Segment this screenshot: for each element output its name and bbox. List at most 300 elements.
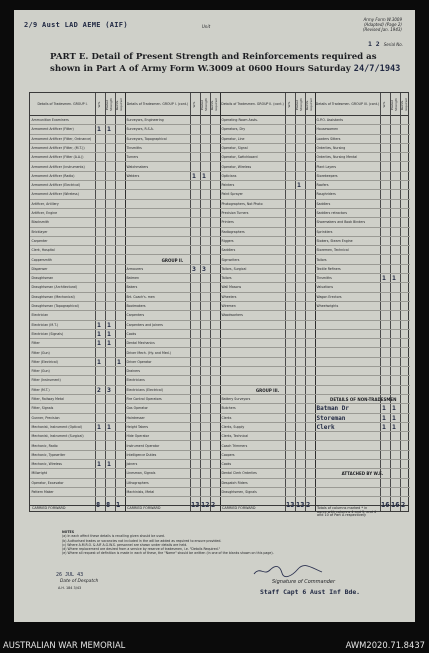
trade-label: Opticians: [221, 173, 237, 178]
trade-label: Draughtsman (Architectural): [31, 285, 78, 290]
trade-row: [220, 311, 315, 320]
trade-row: [125, 228, 220, 237]
trade-label: Woodworkers: [221, 313, 243, 318]
trade-row: [315, 209, 410, 218]
trade-row: [125, 135, 220, 144]
trade-label: Butchers: [221, 406, 236, 411]
trade-row: [125, 442, 220, 451]
trade-row: [125, 209, 220, 218]
despatch-date-label: Date of Despatch: [60, 579, 99, 584]
trade-label: Storemen, Technical: [316, 248, 349, 253]
trade-label: Tailors: [221, 276, 232, 281]
total-strength: 12: [201, 501, 210, 509]
trade-row: [30, 218, 125, 227]
value-strength: 1: [107, 320, 111, 329]
trade-label: Photographers, Not Photo: [221, 201, 263, 206]
trade-row: [125, 451, 220, 460]
trade-row: [125, 237, 220, 246]
trade-row: [30, 209, 125, 218]
trade-row: [125, 293, 220, 302]
trade-row: [220, 442, 315, 451]
trade-label: [315, 453, 317, 457]
trade-row: [220, 172, 315, 181]
trade-label: Carpenters and Joiners: [126, 322, 163, 327]
value-strength: 1: [107, 422, 111, 431]
trade-row: [125, 395, 220, 404]
trade-row: [220, 283, 315, 292]
trade-label: Coopers: [221, 452, 235, 457]
trade-row: [220, 116, 315, 125]
column-header-reinf-text: Reinfs. required: [400, 98, 408, 111]
trade-label: Paint Sprayer: [221, 192, 243, 197]
trade-row: [125, 330, 220, 339]
trade-label: Operator, Excavator: [31, 480, 64, 485]
trade-row: [315, 479, 410, 488]
trade-label: Despatch Riders: [221, 480, 248, 485]
trade-row: [30, 256, 125, 265]
trade-label: Roofers: [316, 183, 329, 188]
trade-label: Fitter (Gun): [31, 369, 50, 374]
trade-row: [315, 349, 410, 358]
trade-row: [220, 153, 315, 162]
trade-row: [315, 339, 410, 348]
value-ws: 1: [97, 339, 101, 348]
trade-row: [30, 228, 125, 237]
group-heading: [125, 256, 220, 265]
value-strength: 3: [202, 264, 206, 273]
trade-row: [125, 311, 220, 320]
trade-label: Draughtsman: [31, 276, 54, 281]
trade-label: Blacksmith: [31, 220, 50, 225]
trade-row: [125, 479, 220, 488]
trade-row: [220, 200, 315, 209]
value-ws: 1: [97, 329, 101, 338]
trade-row: [125, 488, 220, 497]
trade-label: Gunner, Precision: [31, 415, 60, 420]
trade-label: [220, 378, 222, 382]
trade-label: Orderlies, Nursing: [316, 145, 346, 150]
trade-label: Painters: [221, 183, 235, 188]
trade-label: Tailors: [316, 257, 327, 262]
trade-row: [125, 274, 220, 283]
trade-label: Gas Operator: [126, 406, 148, 411]
trade-row: [30, 293, 125, 302]
trade-row: [315, 265, 410, 274]
trade-row: [30, 246, 125, 255]
value-reinf: 1: [117, 357, 121, 366]
total-strength: 8: [106, 501, 111, 509]
trade-label: Driver Mech. (Hy. and Med.): [126, 350, 171, 355]
column-header-ws-text: W.S.: [97, 101, 102, 108]
trade-row: [30, 395, 125, 404]
value-ws: 1: [382, 422, 386, 431]
column-header-strength: [390, 93, 400, 116]
trade-row: [220, 321, 315, 330]
trade-row: [220, 349, 315, 358]
trade-row: [220, 237, 315, 246]
total-ws: 13: [286, 501, 295, 509]
trade-row: [30, 200, 125, 209]
trade-label: Electrician (M.T.): [31, 322, 59, 327]
column-header-reinf-text: Reinfs. required: [210, 98, 218, 111]
value-ws: 2: [97, 385, 101, 394]
trade-row: [30, 190, 125, 199]
trade-row: [220, 218, 315, 227]
value-ws: 1: [382, 404, 386, 413]
trade-label: Operator, Signal: [221, 145, 248, 150]
trade-row: [315, 442, 410, 451]
notes-title: NOTES: [62, 530, 75, 534]
trade-row: [220, 479, 315, 488]
trade-label: Wheelwrights: [316, 304, 339, 308]
trade-row: [220, 190, 315, 199]
title-part: PART E.: [50, 52, 89, 62]
trade-row: [220, 256, 315, 265]
trade-row: [125, 339, 220, 348]
column-header-ws-text: W.S.: [287, 101, 292, 108]
trade-label: Saddlers retractors: [316, 211, 347, 215]
trade-label: Armament Artificer (Wireless): [31, 192, 79, 197]
trade-row: [30, 479, 125, 488]
trade-row: [125, 460, 220, 469]
form-line-2: (Adapted) (Page 2): [363, 22, 402, 27]
trade-label: Millwright: [31, 471, 48, 476]
trade-label: [315, 378, 317, 382]
trade-label: Brt. Coach's. men: [126, 294, 155, 299]
trade-row: [30, 116, 125, 125]
trade-row: [30, 181, 125, 190]
trade-label: Operator, Switchboard: [221, 155, 258, 160]
trade-label: Intelligence Duties: [126, 452, 157, 457]
trade-row: [125, 321, 220, 330]
trade-row: [30, 265, 125, 274]
total-reinf: 1: [116, 501, 121, 509]
trade-row: [125, 153, 220, 162]
trade-row: [315, 200, 410, 209]
column-header-name: Details of Tradesmen. GROUP I.: [37, 101, 88, 106]
note-line: (e) Where all request of definition is made in each of these, the "Name" should be written (in one of the blanks shown on this page).: [62, 551, 274, 556]
value-strength: 3: [107, 385, 111, 394]
trade-row: [30, 283, 125, 292]
value-ws: 1: [97, 460, 101, 469]
trade-row: [125, 367, 220, 376]
trade-label: Wagon Erectors: [316, 294, 342, 299]
trade-label: Electricians: [126, 378, 145, 383]
trade-label: G.P.O. Assistants: [316, 118, 344, 122]
trade-label: Housewomen: [316, 127, 339, 132]
trade-row: [125, 423, 220, 432]
trade-row: [315, 125, 410, 134]
total-strength: 13: [296, 501, 305, 509]
trade-label: Surveyors, R.S.A.: [126, 127, 154, 132]
trade-label: [315, 434, 317, 438]
trade-label: Mechanic, Wireless: [31, 462, 62, 467]
trade-label: [315, 360, 317, 364]
trade-label: [125, 239, 127, 243]
trade-row: [315, 163, 410, 172]
trade-row: [315, 358, 410, 367]
trade-label: Pattern Maker: [31, 490, 54, 494]
trade-label: [125, 202, 127, 206]
trade-label: Turners: [126, 155, 139, 160]
signature-name: Staff Capt 6 Aust Inf Bde.: [260, 588, 361, 596]
trade-row: [315, 256, 410, 265]
trade-row: [30, 376, 125, 385]
value-ws: 1: [382, 274, 386, 283]
trade-row: [315, 321, 410, 330]
column-header-ws: [380, 93, 390, 116]
value-ws: 1: [97, 357, 101, 366]
trade-row: [30, 358, 125, 367]
trade-label: Dental Clerk Orderlies: [221, 471, 257, 476]
notes-lines: [62, 534, 402, 555]
trade-row: [220, 414, 315, 423]
trade-label: [125, 220, 127, 224]
trade-label: Wiremen: [221, 304, 236, 308]
totals-label: CARRIED FORWARD: [222, 506, 256, 510]
trade-label: Coach Trimmers: [221, 443, 248, 448]
trade-label: Fitter (Electrical): [31, 359, 58, 364]
trade-row: [125, 116, 220, 125]
form-line-1: Army Form W.3009: [363, 17, 402, 22]
trade-label: [315, 369, 317, 373]
totals-label: Totals of columns marked * in agree with columns 4 and 5, and 4 and 10 of Part A respectively: [317, 506, 377, 518]
trade-row: [315, 135, 410, 144]
trade-label: [315, 351, 317, 355]
trade-label: Radiographers: [221, 229, 245, 234]
signature-scrawl: [252, 564, 324, 578]
trade-row: [315, 367, 410, 376]
trade-label: Hairdresser: [126, 415, 145, 420]
trade-label: Fire Control Operators: [126, 397, 162, 401]
value-strength: 1: [107, 125, 111, 134]
sheet-number-value: 1 2: [367, 40, 380, 48]
column-header-strength: [295, 93, 305, 116]
value-ws: 1: [97, 125, 101, 134]
title-text: Detail of Present Strength and Reinforcements required as shown in Part A of Army Form W.3009 at 0600 Hours Saturday: [50, 52, 377, 74]
trade-row: [220, 274, 315, 283]
trade-row: [220, 265, 315, 274]
note-line: (c) Where A.M.R.O. & AIF A.G.W.S. personnel are shown under details are held.: [62, 542, 188, 547]
unit-value: 2/9 Aust LAD AEME (AIF): [24, 21, 128, 29]
trade-row: [315, 293, 410, 302]
trade-label: [220, 351, 222, 355]
trade-label: [220, 323, 222, 327]
trade-label: Ammunition Examiners: [31, 118, 69, 122]
trade-label: Mechanist, Instrument (Surgical): [31, 434, 84, 439]
value-ws: 1: [192, 171, 196, 180]
total-ws: 13: [191, 501, 200, 509]
trade-row: [220, 144, 315, 153]
trade-label: Clerks, Technical: [221, 434, 249, 439]
trade-row: [315, 488, 410, 497]
trade-label: Saddlers: [316, 201, 331, 206]
trade-label: [220, 360, 222, 364]
trade-row: [125, 218, 220, 227]
column-header-ws-text: W.S.: [382, 101, 387, 108]
trade-label: [125, 248, 127, 252]
trade-row: [30, 274, 125, 283]
column-header-strength-text: Posted Strength: [200, 98, 208, 111]
trade-row: [125, 163, 220, 172]
trade-label: Printers: [221, 220, 234, 225]
trade-label: Storeman: [316, 414, 346, 422]
trade-label: Electrician (Signals): [31, 331, 64, 336]
trade-row: [125, 302, 220, 311]
trade-row: [315, 330, 410, 339]
trade-row: [220, 302, 315, 311]
trade-label: Draughtsman (Mechanical): [31, 294, 75, 299]
note-line: (a) In each affect these details is recalling given should be used.: [62, 534, 165, 539]
trade-row: [220, 488, 315, 497]
column-header-ws: [190, 93, 200, 116]
trade-row: [125, 200, 220, 209]
strength-table: [29, 92, 409, 518]
column-header-reinf: [210, 93, 220, 116]
trade-row: [315, 218, 410, 227]
trade-row: [125, 376, 220, 385]
value-ws: 1: [97, 422, 101, 431]
trade-label: Clerks: [221, 415, 232, 420]
trade-label: Operating Room Assts.: [221, 118, 258, 122]
trade-row: [125, 125, 220, 134]
column-header-name: Details of Tradesmen. GROUP II. (cont.): [221, 101, 284, 106]
trade-label: Fitter, Railway Metal: [31, 397, 64, 401]
trade-label: Carpenter: [31, 238, 48, 243]
trade-row: [220, 423, 315, 432]
trade-row: [30, 237, 125, 246]
trade-label: Driver Operator: [126, 359, 152, 364]
trade-row: [220, 460, 315, 469]
trade-row: [30, 349, 125, 358]
form-title: [50, 52, 402, 75]
trade-label: [125, 230, 127, 234]
trade-row: [315, 376, 410, 385]
trade-label: Roughriders: [316, 192, 336, 197]
unit-label: Unit: [202, 24, 211, 29]
trade-label: Armament Artificer (Fitter): [31, 127, 74, 132]
trade-label: [315, 388, 317, 392]
trade-row: [220, 228, 315, 237]
trade-row: [125, 358, 220, 367]
trade-row: [220, 404, 315, 413]
trade-row: [30, 432, 125, 441]
trade-label: Tinsmiths: [316, 276, 332, 281]
trade-label: Stokers, Steam Engine: [316, 238, 353, 243]
trade-label: Bootmakers: [126, 304, 146, 308]
column-header-strength-text: Posted Strength: [295, 98, 303, 111]
value-strength: 1: [107, 329, 111, 338]
trade-row: [220, 339, 315, 348]
total-reinf: 2: [401, 501, 406, 509]
trade-label: Wall Masons: [221, 285, 242, 290]
trade-row: [30, 442, 125, 451]
trade-label: Orderlies, Nursing Mental: [316, 155, 358, 160]
trade-label: Fitter (Gun): [31, 350, 50, 355]
value-strength: 1: [202, 171, 206, 180]
trade-label: [125, 183, 127, 187]
signature-label: Signature of Commander: [272, 579, 336, 585]
trade-label: Electricians (Electrical): [126, 387, 163, 392]
totals-label: CARRIED FORWARD: [127, 506, 161, 510]
value-strength: 1: [107, 339, 111, 348]
trade-row: [30, 469, 125, 478]
total-reinf: 2: [211, 501, 216, 509]
caption-right: AWM2020.71.8437: [345, 640, 425, 650]
trade-label: Batmen: [126, 276, 139, 281]
total-ws: 16: [381, 501, 390, 509]
trade-row: [220, 330, 315, 339]
notes: [62, 530, 402, 556]
trade-label: Textile Refiners: [316, 266, 341, 271]
trade-row: [30, 488, 125, 497]
trade-row: [125, 432, 220, 441]
trade-label: GROUP II.: [161, 257, 184, 263]
trade-row: [220, 376, 315, 385]
serial-label: Serial No.: [383, 42, 403, 47]
trade-label: Armament Artificer (Instruments): [31, 164, 85, 169]
trade-row: [315, 181, 410, 190]
trade-label: Joiners: [126, 462, 138, 467]
trade-row: [30, 311, 125, 320]
trade-label: Draughtsman (Topographical): [31, 304, 79, 308]
trade-label: Coppersmith: [31, 257, 52, 262]
value-strength: 1: [297, 181, 301, 190]
trade-row: [125, 283, 220, 292]
trade-row: [315, 451, 410, 460]
trade-row: [315, 432, 410, 441]
trade-label: Precision Turners: [221, 211, 249, 215]
column-header-strength: [105, 93, 115, 116]
trade-label: Plant Layers: [316, 164, 337, 169]
trade-label: Watchmakers: [126, 164, 149, 169]
trade-row: [315, 228, 410, 237]
trade-label: [220, 369, 222, 373]
trade-label: Electrician: [31, 313, 49, 318]
trade-row: [30, 302, 125, 311]
trade-row: [30, 404, 125, 413]
trade-row: [125, 246, 220, 255]
trade-row: [315, 302, 410, 311]
trade-label: [315, 341, 317, 345]
trade-label: [125, 211, 127, 215]
trade-label: Shoemakers and Book Binders: [316, 220, 366, 225]
trade-label: [315, 313, 317, 317]
trade-label: Clerk, Hospital: [31, 248, 55, 253]
trade-label: Armament Artificer (Fitter (A.A.)): [31, 155, 84, 160]
trade-row: [220, 469, 315, 478]
trade-label: Height Takers: [126, 424, 149, 429]
value-ws: 1: [382, 413, 386, 422]
form-line-3: (Revised Jan. 1943): [362, 27, 402, 32]
column-header-strength-text: Posted Strength: [390, 98, 398, 111]
column-header-reinf: [305, 93, 315, 116]
trade-label: Loaders Sitters: [316, 136, 341, 141]
trade-label: Surveyors, Topographical: [126, 136, 167, 141]
sheet-number: [368, 40, 403, 48]
trade-label: Fitter, Signals: [31, 406, 54, 411]
trade-label: Batman Dr: [316, 405, 350, 413]
totals-label: CARRIED FORWARD: [32, 506, 66, 510]
trade-row: [220, 432, 315, 441]
trade-label: [125, 192, 127, 196]
trade-label: Armament Artificer (Radio): [31, 173, 75, 178]
trade-label: Operators, Dry: [221, 127, 246, 132]
trade-row: [315, 153, 410, 162]
trade-label: Wheelers: [221, 294, 237, 299]
column-header-ws-text: W.S.: [192, 101, 197, 108]
trade-label: Draughtsmen, Signals: [221, 490, 257, 494]
